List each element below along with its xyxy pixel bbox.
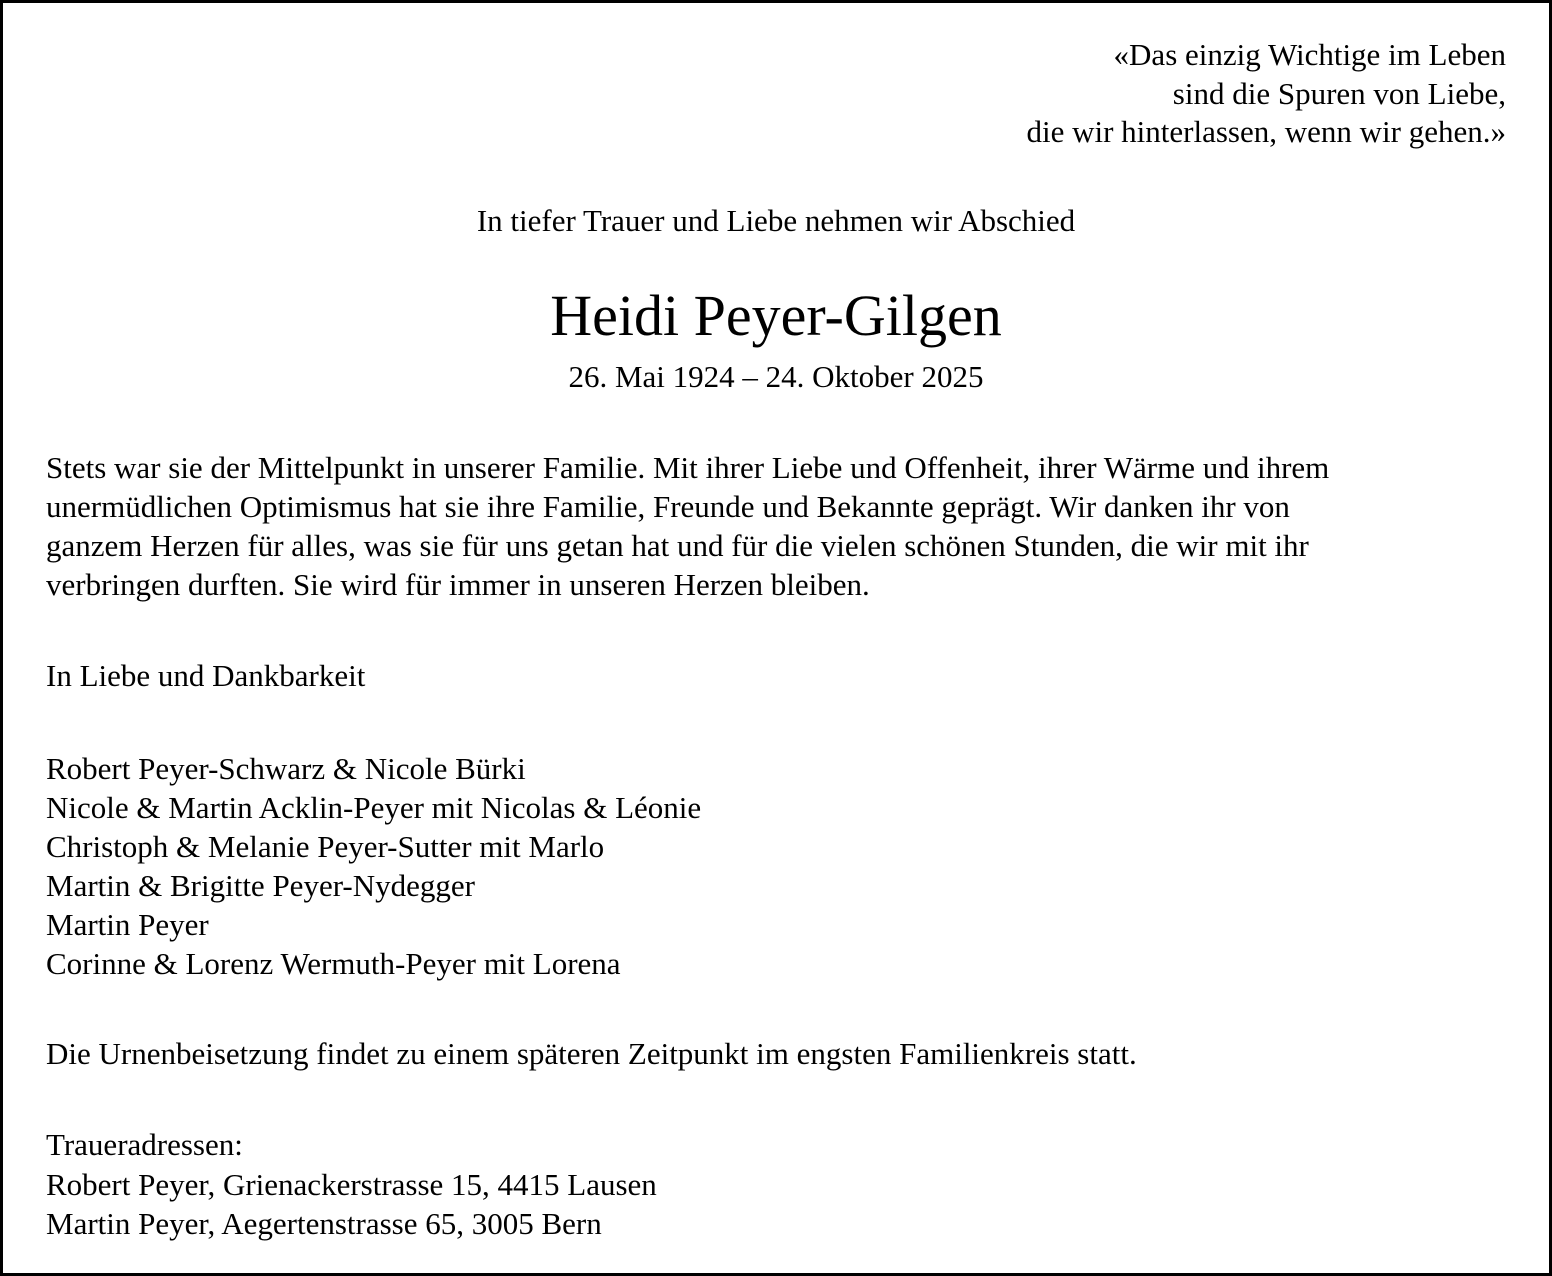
quote-line: «Das einzig Wichtige im Leben [1113, 37, 1506, 72]
tribute-line: Stets war sie der Mittelpunkt in unserer Familie. Mit ihrer Liebe und Offenheit, ihrer Wärme und ihrem [46, 450, 1330, 485]
closing-line: In Liebe und Dankbarkeit [46, 658, 366, 693]
address-line: Robert Peyer, Grienackerstrasse 15, 4415 Lausen [46, 1166, 657, 1202]
burial-note: Die Urnenbeisetzung findet zu einem späteren Zeitpunkt im engsten Familienkreis statt. [46, 1036, 1137, 1071]
family-member: Martin Peyer [46, 907, 209, 942]
family-member: Nicole & Martin Acklin-Peyer mit Nicolas & Léonie [46, 790, 702, 825]
family-member: Robert Peyer-Schwarz & Nicole Bürki [46, 751, 526, 786]
life-dates: 26. Mai 1924 – 24. Oktober 2025 [568, 359, 984, 394]
tribute-paragraph [46, 448, 1329, 604]
family-member: Christoph & Melanie Peyer-Sutter mit Marlo [46, 829, 605, 864]
intro-line: In tiefer Trauer und Liebe nehmen wir Abschied [476, 203, 1076, 238]
quote-line: sind die Spuren von Liebe, [1172, 75, 1506, 111]
addresses-heading: Traueradressen: [46, 1127, 243, 1162]
tribute-line: ganzem Herzen für alles, was sie für uns getan hat und für die vielen schönen Stunden, die wir mit ihr [46, 528, 1309, 563]
mourning-addresses [46, 1125, 657, 1244]
address-line: Martin Peyer, Aegertenstrasse 65, 3005 Bern [46, 1206, 602, 1241]
quote-line: die wir hinterlassen, wenn wir gehen.» [1026, 114, 1506, 149]
quote-block [1026, 36, 1506, 152]
family-member: Corinne & Lorenz Wermuth-Peyer mit Lorena [46, 946, 621, 981]
family-list [46, 749, 701, 983]
tribute-line: verbringen durften. Sie wird für immer in unseren Herzen bleiben. [46, 567, 870, 602]
tribute-line: unermüdlichen Optimismus hat sie ihre Familie, Freunde und Bekannte geprägt. Wir danken ihr von [46, 489, 1290, 524]
family-member: Martin & Brigitte Peyer-Nydegger [46, 868, 475, 903]
deceased-name: Heidi Peyer-Gilgen [550, 283, 1002, 348]
